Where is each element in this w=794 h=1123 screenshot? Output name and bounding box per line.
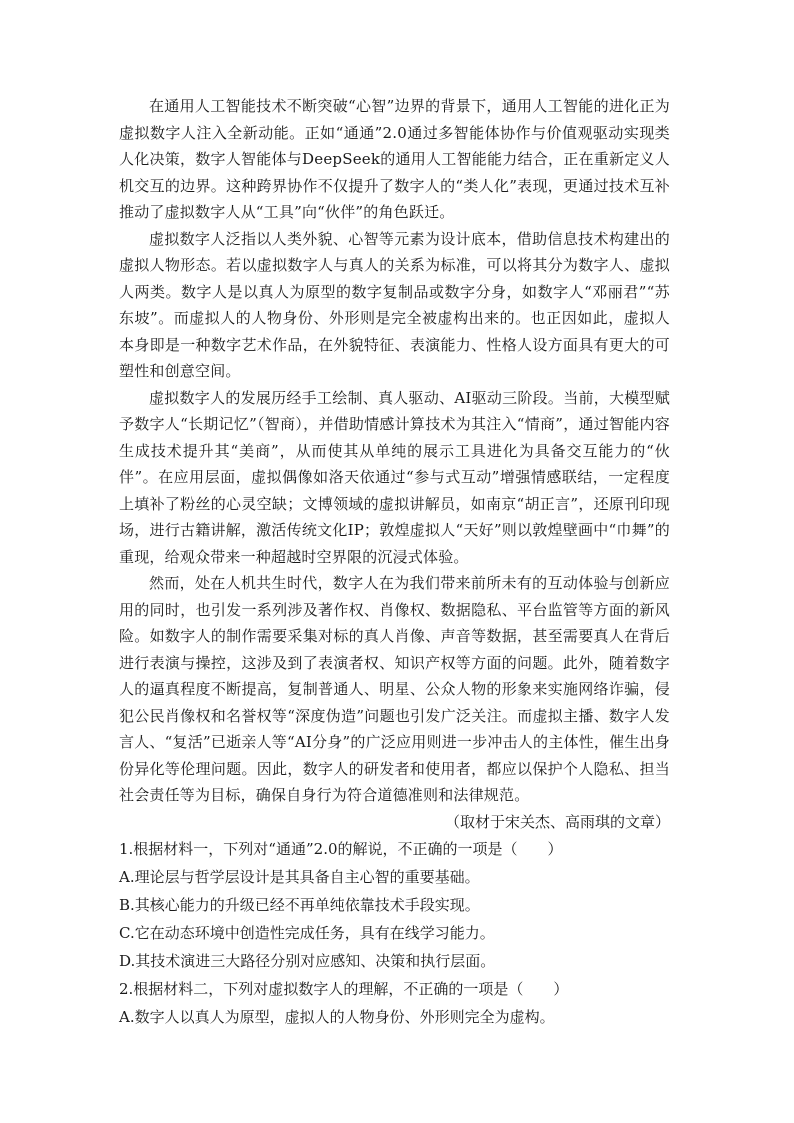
question-2-stem: 2.根据材料二，下列对虚拟数字人的理解，不正确的一项是（ ） [119, 980, 569, 998]
question-1-option-d: D.其技术演进三大路径分别对应感知、决策和执行层面。 [119, 952, 496, 970]
question-1-stem: 1.根据材料一，下列对“通通”2.0的解说，不正确的一项是（ ） [119, 840, 563, 858]
question-1 [119, 835, 670, 975]
question-1-option-a: A.理论层与哲学层设计是其具备自主心智的重要基础。 [119, 868, 480, 886]
question-1-option-c: C.它在动态环境中创造性完成任务，具有在线学习能力。 [119, 924, 495, 942]
question-2 [119, 975, 670, 1031]
document-page [119, 93, 670, 1031]
article-paragraph-1: 在通用人工智能技术不断突破“心智”边界的背景下，通用人工智能的进化正为虚拟数字人注入全新动能。正如“通通”2.0通过多智能体协作与价值观驱动实现类人化决策，数字人智能体与DeepSeek的通用人工智能能力结合，正在重新定义人机交互的边界。这种跨界协作不仅提升了数字人的“类人化”表现，更通过技术互补推动了虚拟数字人从“工具”向“伙伴”的角色跃迁。 [119, 97, 670, 221]
question-1-option-b: B.其核心能力的升级已经不再单纯依靠技术手段实现。 [119, 896, 480, 914]
article-paragraph-3: 虚拟数字人的发展历经手工绘制、真人驱动、AI驱动三阶段。当前，大模型赋予数字人“长期记忆”（智商），并借助情感计算技术为其注入“情商”，通过智能内容生成技术提升其“美商”，从而使其从单纯的展示工具进化为具备交互能力的“伙伴”。在应用层面，虚拟偶像如洛天依通过“参与式互动”增强情感联结，一定程度上填补了粉丝的心灵空缺；文博领域的虚拟讲解员，如南京“胡正言”，还原刊印现场，进行古籍讲解，激活传统文化IP；敦煌虚拟人“天好”则以敦煌壁画中“巾舞”的重现，给观众带来一种超越时空界限的沉浸式体验。 [119, 388, 670, 566]
article-paragraph-4: 然而，处在人机共生时代，数字人在为我们带来前所未有的互动体验与创新应用的同时，也引发一系列涉及著作权、肖像权、数据隐私、平台监管等方面的新风险。如数字人的制作需要采集对标的真人肖像、声音等数据，甚至需要真人在背后进行表演与操控，这涉及到了表演者权、知识产权等方面的问题。此外，随着数字人的逼真程度不断提高，复制普通人、明星、公众人物的形象来实施网络诈骗，侵犯公民肖像权和名誉权等“深度伪造”问题也引发广泛关注。而虚拟主播、数字人发言人、“复活”已逝亲人等“AI分身”的广泛应用则进一步冲击人的主体性，催生出身份异化等伦理问题。因此，数字人的研发者和使用者，都应以保护个人隐私、担当社会责任等为目标，确保自身行为符合道德准则和法律规范。 [119, 574, 670, 804]
question-2-option-a: A.数字人以真人为原型，虚拟人的人物身份、外形则完全为虚构。 [119, 1008, 555, 1026]
article-paragraph-2: 虚拟数字人泛指以人类外貌、心智等元素为设计底本，借助信息技术构建出的虚拟人物形态。若以虚拟数字人与真人的关系为标准，可以将其分为数字人、虚拟人两类。数字人是以真人为原型的数字复制品或数字分身，如数字人“邓丽君”“苏东坡”。而虚拟人的人物身份、外形则是完全被虚构出来的。也正因如此，虚拟人本身即是一种数字艺术作品，在外貌特征、表演能力、性格人设方面具有更大的可塑性和创意空间。 [119, 229, 670, 380]
article-source: （取材于宋关杰、高雨琪的文章） [444, 812, 670, 831]
